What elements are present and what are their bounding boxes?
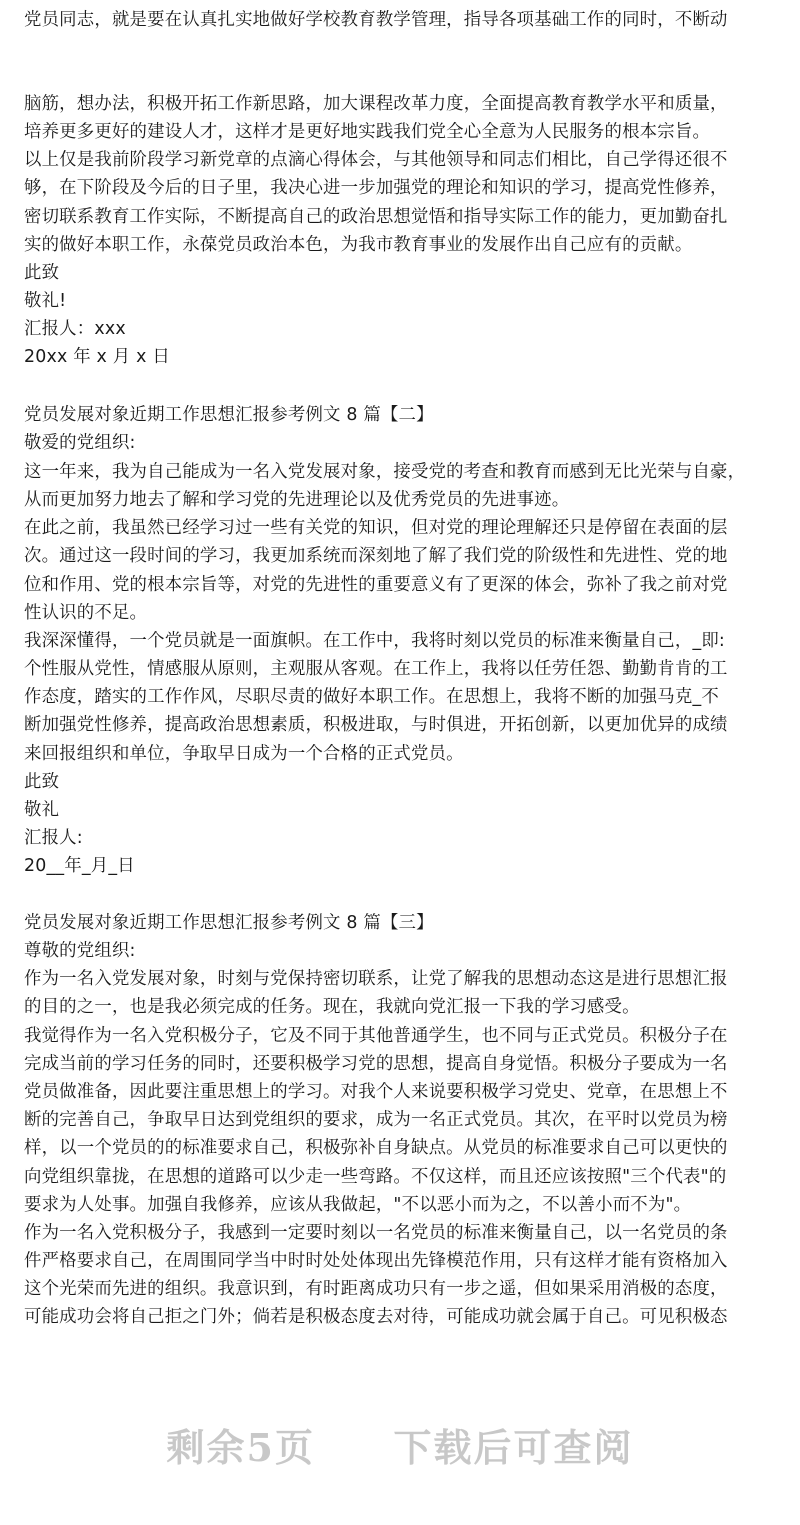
date-line: 20xx 年 x 月 x 日 bbox=[24, 347, 170, 367]
text-line: 党员同志，就是要在认真扎实地做好学校教育教学管理，指导各项基础工作的同时，不断动 bbox=[24, 10, 728, 30]
text-line: 从而更加努力地去了解和学习党的先进理论以及优秀党员的先进事迹。 bbox=[24, 490, 570, 510]
text-line: 完成当前的学习任务的同时，还要积极学习党的思想，提高自身觉悟。积极分子要成为一名 bbox=[24, 1054, 728, 1074]
text-line: 件严格要求自己，在周围同学当中时时处处体现出先锋模范作用，只有这样才能有资格加入 bbox=[24, 1251, 728, 1271]
text-line: 脑筋，想办法，积极开拓工作新思路，加大课程改革力度，全面提高教育教学水平和质量， bbox=[24, 94, 728, 114]
reporter-line: 汇报人：xxx bbox=[24, 319, 126, 339]
text-line: 位和作用、党的根本宗旨等，对党的先进性的重要意义有了更深的体会，弥补了我之前对党 bbox=[24, 575, 728, 595]
salutation: 敬爱的党组织: bbox=[24, 433, 136, 453]
text-line: 作为一名入党发展对象，时刻与党保持密切联系，让党了解我的思想动态这是进行思想汇报 bbox=[24, 969, 728, 989]
text-line: 次。通过这一段时间的学习，我更加系统而深刻地了解了我们党的阶级性和先进性、党的地 bbox=[24, 546, 728, 566]
text-line: 密切联系教育工作实际，不断提高自己的政治思想觉悟和指导实际工作的能力，更加勤奋扎 bbox=[24, 207, 728, 227]
text-line: 样，以一个党员的的标准要求自己，积极弥补自身缺点。从党员的标准要求自己可以更快的 bbox=[24, 1138, 728, 1158]
text-line: 在此之前，我虽然已经学习过一些有关党的知识，但对党的理论理解还只是停留在表面的层 bbox=[24, 518, 728, 538]
text-line: 的目的之一，也是我必须完成的任务。现在，我就向党汇报一下我的学习感受。 bbox=[24, 997, 640, 1017]
section-title: 党员发展对象近期工作思想汇报参考例文 8 篇【二】 bbox=[24, 405, 434, 425]
text-line: 向党组织靠拢，在思想的道路可以少走一些弯路。不仅这样，而且还应该按照"三个代表"的 bbox=[24, 1167, 727, 1187]
text-line: 断加强党性修养，提高政治思想素质，积极进取，与时俱进，开拓创新，以更加优异的成绩 bbox=[24, 715, 728, 735]
text-line: 要求为人处事。加强自我修养，应该从我做起，"不以恶小而为之，不以善小而不为"。 bbox=[24, 1195, 692, 1215]
text-line: 以上仅是我前阶段学习新党章的点滴心得体会，与其他领导和同志们相比，自己学得还很不 bbox=[24, 150, 728, 170]
text-line: 这个光荣而先进的组织。我意识到，有时距离成功只有一步之遥，但如果采用消极的态度， bbox=[24, 1279, 728, 1299]
text-line: 来回报组织和单位，争取早日成为一个合格的正式党员。 bbox=[24, 744, 464, 764]
section-title: 党员发展对象近期工作思想汇报参考例文 8 篇【三】 bbox=[24, 913, 434, 933]
text-line: 个性服从党性，情感服从原则，主观服从客观。在工作上，我将以任劳任怨、勤勤肯肯的工 bbox=[24, 659, 728, 679]
closing-line: 此致 bbox=[24, 263, 60, 283]
date-line: 20__年_月_日 bbox=[24, 856, 135, 876]
text-line: 作态度，踏实的工作作风，尽职尽责的做好本职工作。在思想上，我将不断的加强马克_不 bbox=[24, 687, 719, 707]
text-line: 断的完善自己，争取早日达到党组织的要求，成为一名正式党员。其次，在平时以党员为榜 bbox=[24, 1110, 728, 1130]
closing-line: 此致 bbox=[24, 772, 60, 792]
download-to-view-label: 下载后可查阅 bbox=[393, 1425, 634, 1470]
salutation: 尊敬的党组织: bbox=[24, 941, 136, 961]
text-line: 作为一名入党积极分子，我感到一定要时刻以一名党员的标准来衡量自己，以一名党员的条 bbox=[24, 1223, 728, 1243]
text-line: 可能成功会将自己拒之门外；倘若是积极态度去对待，可能成功就会属于自己。可见积极态 bbox=[24, 1307, 728, 1327]
download-prompt-banner[interactable] bbox=[0, 1426, 800, 1470]
closing-salute: 敬礼! bbox=[24, 291, 67, 311]
remaining-pages-label: 剩余5页 bbox=[166, 1425, 315, 1470]
text-line: 够，在下阶段及今后的日子里，我决心进一步加强党的理论和知识的学习，提高党性修养， bbox=[24, 178, 728, 198]
text-line: 性认识的不足。 bbox=[24, 603, 148, 623]
text-line: 培养更多更好的建设人才，这样才是更好地实践我们党全心全意为人民服务的根本宗旨。 bbox=[24, 122, 711, 142]
text-line: 我深深懂得，一个党员就是一面旗帜。在工作中，我将时刻以党员的标准来衡量自己，_即: bbox=[24, 631, 725, 651]
reporter-line: 汇报人: bbox=[24, 828, 83, 848]
closing-salute: 敬礼 bbox=[24, 800, 60, 820]
text-line: 党员做准备，因此要注重思想上的学习。对我个人来说要积极学习党史、党章，在思想上不 bbox=[24, 1082, 728, 1102]
text-line: 这一年来，我为自己能成为一名入党发展对象，接受党的考查和教育而感到无比光荣与自豪， bbox=[24, 462, 746, 482]
text-line: 实的做好本职工作，永葆党员政治本色，为我市教育事业的发展作出自己应有的贡献。 bbox=[24, 235, 693, 255]
text-line: 我觉得作为一名入党积极分子，它及不同于其他普通学生，也不同与正式党员。积极分子在 bbox=[24, 1026, 728, 1046]
